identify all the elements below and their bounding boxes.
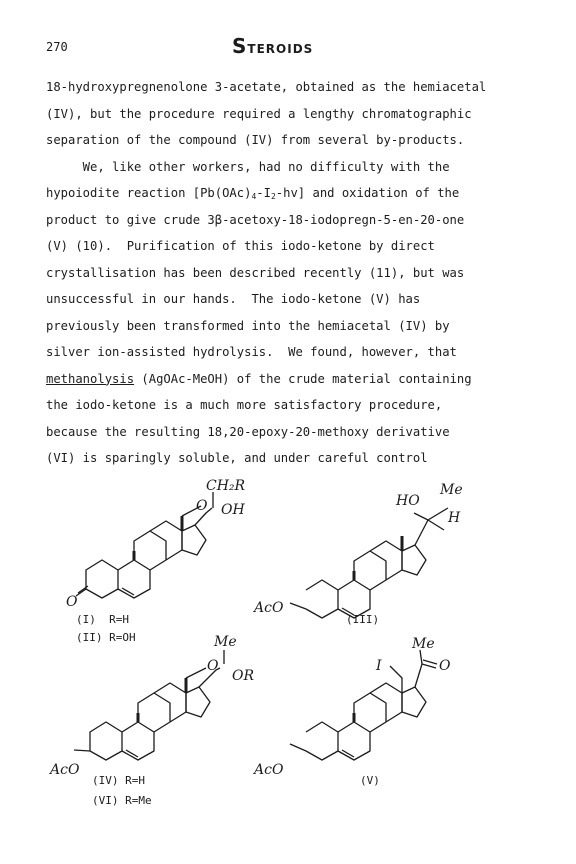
text-line: (VI) is sparingly soluble, and under careful control [46, 451, 428, 465]
text-line: (V) (10). Purification of this iodo-ketone by direct [46, 239, 435, 253]
text-line: 18-hydroxypregnenolone 3-acetate, obtained as the hemiacetal [46, 80, 487, 94]
label-AcO-IV: AcO [50, 762, 80, 778]
text-line: separation of the compound (IV) from several by-products. [46, 133, 465, 147]
label-Me-IV: Me [214, 634, 237, 650]
text-line: We, like other workers, had no difficulty with the [46, 159, 450, 174]
text-line: silver ion-assisted hydrolysis. We found, however, that [46, 345, 457, 359]
page-number: 270 [46, 40, 68, 54]
running-header [232, 34, 313, 58]
text-line: hypoiodite reaction $[Pb(OAc)_4-I_2-hv]$ and oxidation of the [46, 186, 460, 201]
label-H: H [448, 510, 461, 526]
label-O-ring: O [196, 498, 208, 514]
label-AcO-III: AcO [254, 600, 284, 616]
label-HO: HO [396, 493, 420, 509]
label-III: (III) [346, 613, 380, 626]
text-line: product to give crude 3β-acetoxy-18-iodopregn-5-en-20-one [46, 212, 465, 227]
structure-V [254, 636, 526, 780]
label-VI: (VI) R=Me [92, 794, 152, 807]
label-I: (I) R=H [76, 613, 129, 626]
header-initial: S [232, 34, 248, 58]
underlined-term: methanolysis [46, 371, 135, 386]
label-O-ketone: O [66, 594, 78, 610]
text-line: methanolysis (AgOAc-MeOH) of the crude material containing [46, 371, 472, 386]
label-IV: (IV) R=H [92, 774, 145, 787]
label-CH2R: CH₂R [206, 478, 246, 494]
text-line: previously been transformed into the hemiacetal (IV) by [46, 318, 450, 333]
label-O-V: O [439, 658, 451, 674]
text-line: because the resulting 18,20-epoxy-20-methoxy derivative [46, 424, 450, 439]
text-line: (IV), but the procedure required a lengthy chromatographic [46, 106, 472, 121]
structure-I-II [56, 478, 286, 618]
label-V: (V) [360, 774, 380, 787]
label-O-IV: O [207, 658, 219, 674]
text-line: unsuccessful in our hands. The iodo-ketone (V) has [46, 292, 421, 306]
structure-III [254, 478, 526, 618]
label-Me-III: Me [440, 482, 463, 498]
label-Me-V: Me [412, 636, 435, 652]
label-OH: OH [221, 502, 245, 518]
label-AcO-V: AcO [254, 762, 284, 778]
text-line: the iodo-ketone is a much more satisfactory procedure, [46, 398, 443, 412]
label-II: (II) R=OH [76, 631, 136, 644]
text-line: crystallisation has been described recently (11), but was [46, 265, 465, 280]
header-rest: TEROIDS [247, 42, 314, 56]
body-text [46, 80, 546, 478]
label-I-iodo: I [376, 658, 382, 674]
label-OR: OR [232, 668, 255, 684]
